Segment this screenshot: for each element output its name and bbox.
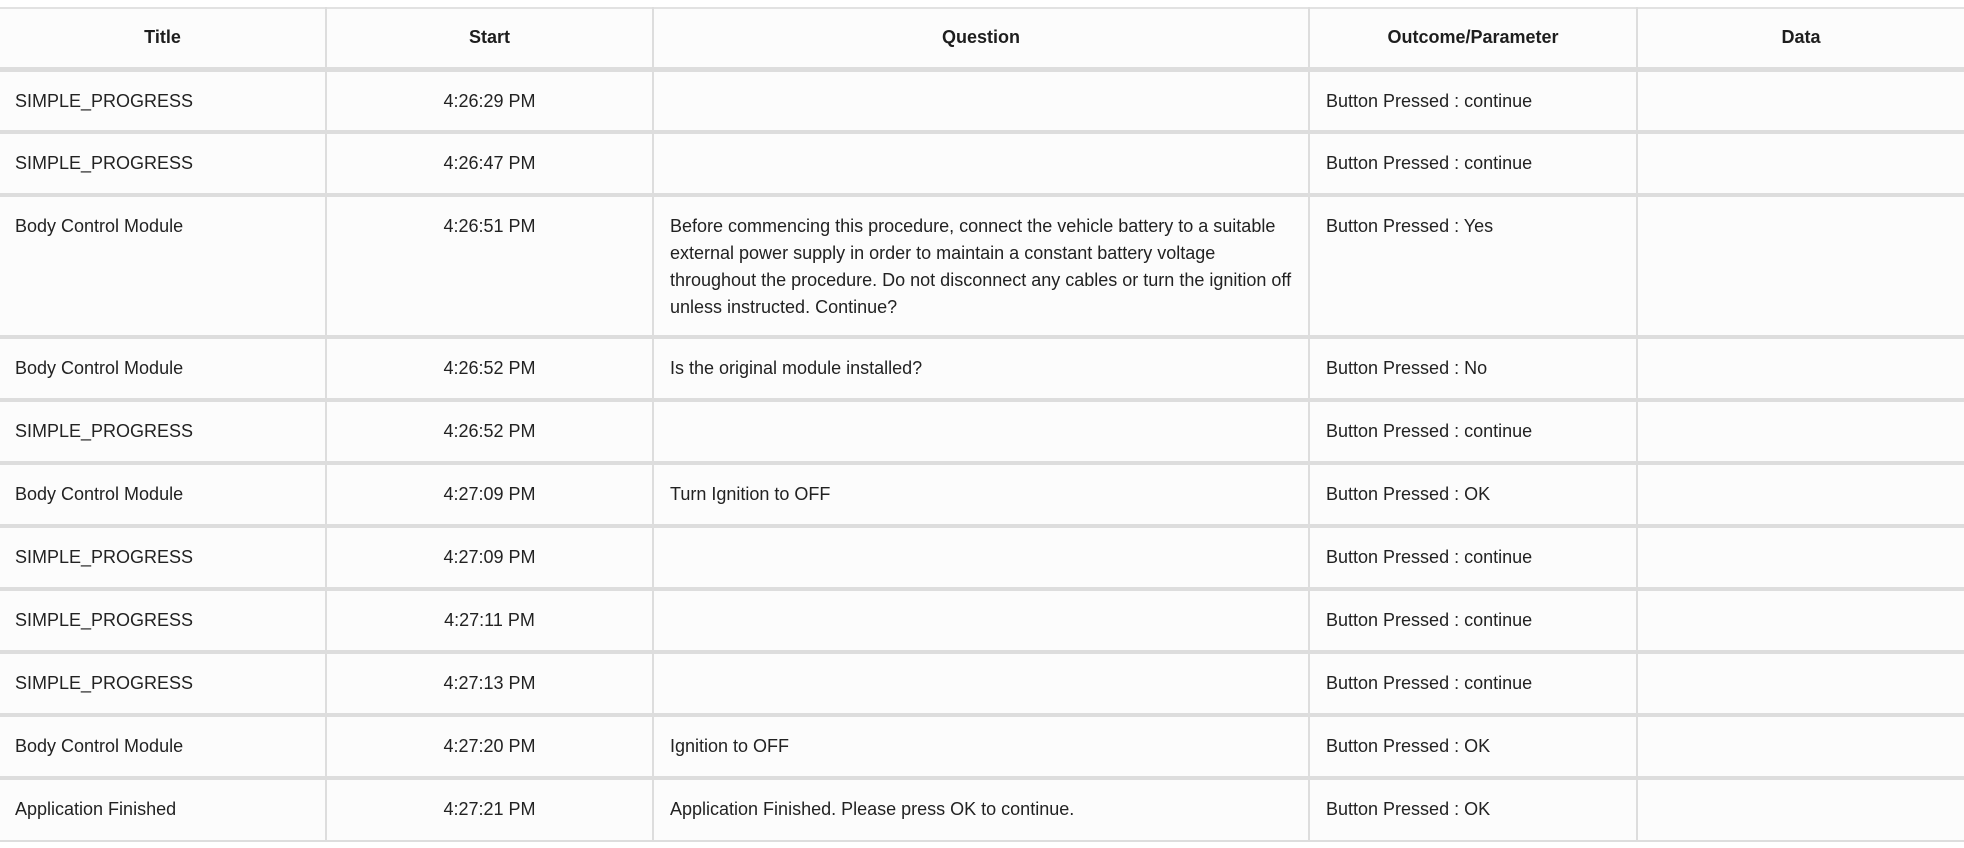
cell-question: Application Finished. Please press OK to continue. xyxy=(653,778,1309,841)
cell-data xyxy=(1637,715,1964,778)
cell-start: 4:26:47 PM xyxy=(326,132,653,195)
cell-outcome: Button Pressed : continue xyxy=(1309,652,1637,715)
cell-outcome: Button Pressed : No xyxy=(1309,337,1637,400)
cell-start: 4:26:29 PM xyxy=(326,69,653,132)
header-row xyxy=(0,8,1964,69)
cell-outcome: Button Pressed : continue xyxy=(1309,400,1637,463)
column-header-start[interactable]: Start xyxy=(326,8,653,69)
cell-outcome: Button Pressed : OK xyxy=(1309,715,1637,778)
cell-title: Application Finished xyxy=(0,778,326,841)
cell-title: SIMPLE_PROGRESS xyxy=(0,652,326,715)
table-row[interactable] xyxy=(0,463,1964,526)
column-header-question[interactable]: Question xyxy=(653,8,1309,69)
table-row[interactable] xyxy=(0,589,1964,652)
cell-data xyxy=(1637,132,1964,195)
cell-title: SIMPLE_PROGRESS xyxy=(0,132,326,195)
cell-outcome: Button Pressed : OK xyxy=(1309,463,1637,526)
table-row[interactable] xyxy=(0,132,1964,195)
cell-outcome: Button Pressed : continue xyxy=(1309,589,1637,652)
cell-data xyxy=(1637,400,1964,463)
cell-data xyxy=(1637,69,1964,132)
cell-outcome: Button Pressed : continue xyxy=(1309,69,1637,132)
cell-start: 4:27:21 PM xyxy=(326,778,653,841)
column-header-data[interactable]: Data xyxy=(1637,8,1964,69)
table-row[interactable] xyxy=(0,652,1964,715)
cell-start: 4:26:52 PM xyxy=(326,337,653,400)
cell-data xyxy=(1637,195,1964,337)
cell-question xyxy=(653,400,1309,463)
cell-question xyxy=(653,652,1309,715)
table-row[interactable] xyxy=(0,778,1964,841)
cell-data xyxy=(1637,778,1964,841)
cell-title: SIMPLE_PROGRESS xyxy=(0,400,326,463)
table-row[interactable] xyxy=(0,69,1964,132)
cell-question xyxy=(653,526,1309,589)
table-row[interactable] xyxy=(0,715,1964,778)
cell-outcome: Button Pressed : continue xyxy=(1309,526,1637,589)
cell-question: Before commencing this procedure, connect the vehicle battery to a suitable external power supply in order to maintain a constant battery voltage throughout the procedure. Do not disconnect any cables or turn the ignition off unless instructed. Continue? xyxy=(653,195,1309,337)
cell-start: 4:27:11 PM xyxy=(326,589,653,652)
column-header-outcome[interactable]: Outcome/Parameter xyxy=(1309,8,1637,69)
cell-question: Ignition to OFF xyxy=(653,715,1309,778)
table-row[interactable] xyxy=(0,337,1964,400)
cell-start: 4:27:09 PM xyxy=(326,463,653,526)
cell-title: Body Control Module xyxy=(0,337,326,400)
cell-title: SIMPLE_PROGRESS xyxy=(0,589,326,652)
cell-question xyxy=(653,132,1309,195)
table-row[interactable] xyxy=(0,526,1964,589)
cell-start: 4:26:52 PM xyxy=(326,400,653,463)
cell-data xyxy=(1637,652,1964,715)
cell-outcome: Button Pressed : continue xyxy=(1309,132,1637,195)
cell-question: Turn Ignition to OFF xyxy=(653,463,1309,526)
cell-question: Is the original module installed? xyxy=(653,337,1309,400)
cell-question xyxy=(653,69,1309,132)
table-body xyxy=(0,69,1964,841)
cell-title: SIMPLE_PROGRESS xyxy=(0,69,326,132)
table-row[interactable] xyxy=(0,195,1964,337)
cell-question xyxy=(653,589,1309,652)
cell-start: 4:27:09 PM xyxy=(326,526,653,589)
cell-data xyxy=(1637,589,1964,652)
cell-data xyxy=(1637,463,1964,526)
cell-title: Body Control Module xyxy=(0,195,326,337)
procedure-log-table xyxy=(0,7,1964,842)
table-row[interactable] xyxy=(0,400,1964,463)
cell-start: 4:27:20 PM xyxy=(326,715,653,778)
cell-data xyxy=(1637,337,1964,400)
cell-outcome: Button Pressed : Yes xyxy=(1309,195,1637,337)
cell-title: SIMPLE_PROGRESS xyxy=(0,526,326,589)
cell-title: Body Control Module xyxy=(0,463,326,526)
column-header-title[interactable]: Title xyxy=(0,8,326,69)
cell-outcome: Button Pressed : OK xyxy=(1309,778,1637,841)
cell-title: Body Control Module xyxy=(0,715,326,778)
cell-data xyxy=(1637,526,1964,589)
cell-start: 4:26:51 PM xyxy=(326,195,653,337)
cell-start: 4:27:13 PM xyxy=(326,652,653,715)
table-header xyxy=(0,8,1964,69)
